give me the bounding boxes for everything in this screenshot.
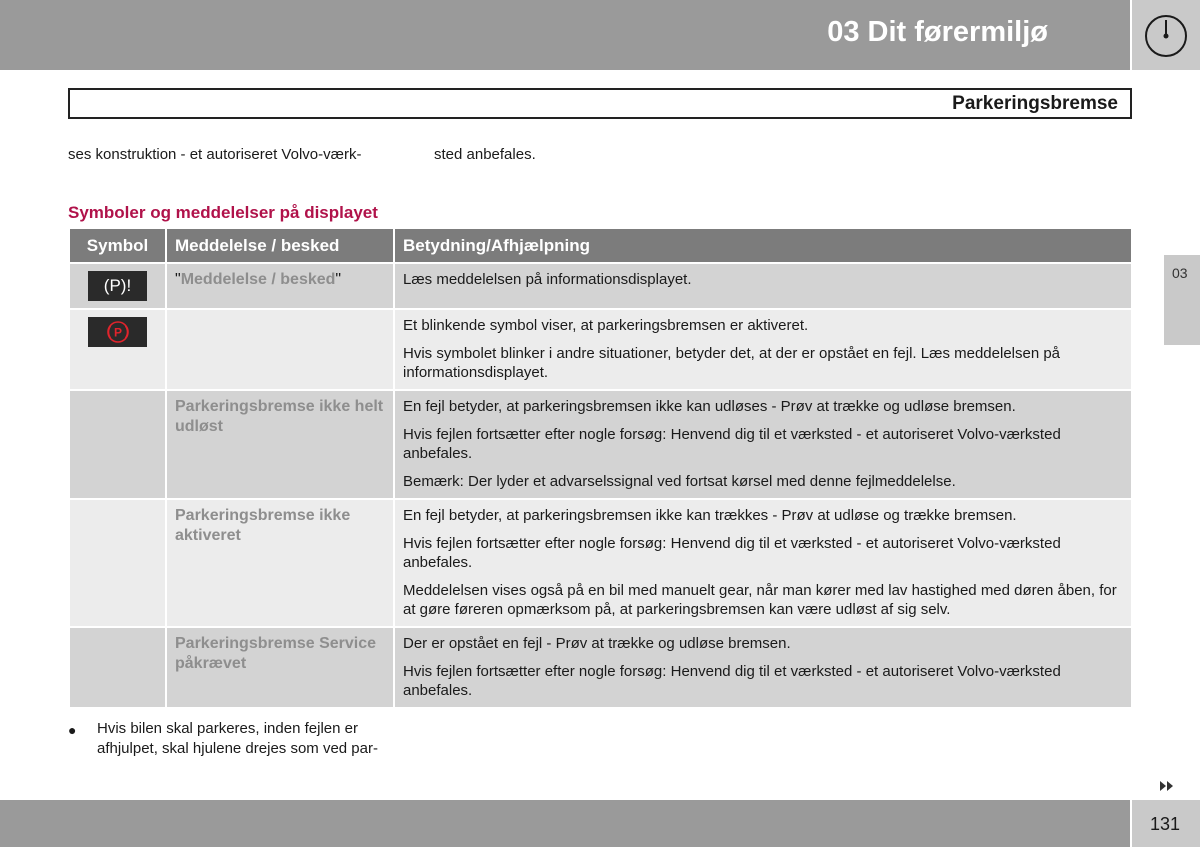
meaning-cell bbox=[394, 499, 1132, 627]
meaning-paragraph: Bemærk: Der lyder et advarselssignal ved fortsat kørsel med denne fejlmeddelelse. bbox=[403, 473, 956, 490]
table-row bbox=[69, 390, 1132, 499]
message-cell: Parkeringsbremse ikke aktiveret bbox=[166, 499, 394, 627]
intro-right-text: sted anbefales. bbox=[434, 146, 536, 163]
symbol-cell bbox=[69, 499, 166, 627]
meaning-paragraph: Hvis fejlen fortsætter efter nogle forsøg: Henvend dig til et værksted - et autoriseret Volvo-værksted anbefales. bbox=[403, 535, 1061, 571]
message-text: Meddelelse / besked bbox=[180, 271, 336, 288]
symbol-cell bbox=[69, 263, 166, 309]
messages-table bbox=[68, 227, 1133, 709]
section-title-box bbox=[68, 88, 1132, 119]
meaning-paragraph: Hvis symbolet blinker i andre situationer, betyder det, at der er opstået en fejl. Læs meddelelsen på informationsdisplayet. bbox=[403, 345, 1061, 381]
meaning-paragraph: Der er opstået en fejl - Prøv at trække og udløse bremsen. bbox=[403, 635, 791, 652]
symbol-cell bbox=[69, 390, 166, 499]
table-row bbox=[69, 499, 1132, 627]
symbol-cell bbox=[69, 309, 166, 390]
message-cell: Parkeringsbremse ikke helt udløst bbox=[166, 390, 394, 499]
table-row bbox=[69, 263, 1132, 309]
header-message: Meddelelse / besked bbox=[166, 228, 394, 263]
table-header-row bbox=[69, 228, 1132, 263]
section-title: Parkeringsbremse bbox=[952, 93, 1118, 114]
meaning-cell bbox=[394, 627, 1132, 708]
table-row bbox=[69, 627, 1132, 708]
continue-arrows-icon bbox=[1160, 780, 1174, 792]
footer-bar bbox=[0, 800, 1130, 847]
speedometer-gauge-icon bbox=[1143, 13, 1189, 59]
chapter-header-bar bbox=[0, 0, 1130, 70]
meaning-paragraph: Meddelelsen vises også på en bil med manuelt gear, når man kører med lav hastighed med døren åben, for at gøre føreren opmærksom på, at parkeringsbremsen kan være udløst af sig selv. bbox=[403, 582, 1117, 618]
symbols-subheading: Symboler og meddelelser på displayet bbox=[68, 203, 378, 222]
svg-text:P: P bbox=[113, 325, 122, 340]
meaning-cell bbox=[394, 263, 1132, 309]
bullet-line: Hvis bilen skal parkeres, inden fejlen er bbox=[97, 720, 358, 737]
message-cell bbox=[166, 309, 394, 390]
side-tab-label: 03 bbox=[1172, 265, 1188, 281]
meaning-paragraph: Hvis fejlen fortsætter efter nogle forsøg: Henvend dig til et værksted - et autoriseret Volvo-værksted anbefales. bbox=[403, 663, 1061, 699]
meaning-paragraph: En fejl betyder, at parkeringsbremsen ikke kan trækkes - Prøv at udløse og trække bremsen. bbox=[403, 507, 1017, 524]
intro-left-text: ses konstruktion - et autoriseret Volvo-værk- bbox=[68, 146, 362, 163]
message-cell: Parkeringsbremse Service påkrævet bbox=[166, 627, 394, 708]
chapter-icon-box bbox=[1132, 0, 1200, 70]
meaning-paragraph: Et blinkende symbol viser, at parkeringsbremsen er aktiveret. bbox=[403, 317, 809, 334]
chapter-title: 03 Dit førermiljø bbox=[827, 16, 1048, 48]
parking-brake-warning-icon: (P)! bbox=[88, 271, 147, 301]
header-symbol: Symbol bbox=[69, 228, 166, 263]
parking-brake-red-icon bbox=[88, 317, 147, 347]
message-cell: "Meddelelse / besked" bbox=[166, 263, 394, 309]
bullet-dot-icon: ● bbox=[68, 722, 77, 738]
meaning-paragraph: En fejl betyder, at parkeringsbremsen ikke kan udløses - Prøv at trække og udløse bremsen. bbox=[403, 398, 1016, 415]
page-number: 131 bbox=[1150, 814, 1181, 834]
symbol-cell bbox=[69, 627, 166, 708]
meaning-paragraph: Læs meddelelsen på informationsdisplayet. bbox=[403, 271, 692, 288]
chapter-side-tab[interactable] bbox=[1164, 255, 1200, 345]
meaning-cell bbox=[394, 390, 1132, 499]
meaning-paragraph: Hvis fejlen fortsætter efter nogle forsøg: Henvend dig til et værksted - et autoriseret Volvo-værksted anbefales. bbox=[403, 426, 1061, 462]
header-meaning: Betydning/Afhjælpning bbox=[394, 228, 1132, 263]
table-row bbox=[69, 309, 1132, 390]
bullet-item bbox=[97, 719, 378, 759]
bullet-line: afhjulpet, skal hjulene drejes som ved par- bbox=[97, 740, 378, 757]
meaning-cell bbox=[394, 309, 1132, 390]
